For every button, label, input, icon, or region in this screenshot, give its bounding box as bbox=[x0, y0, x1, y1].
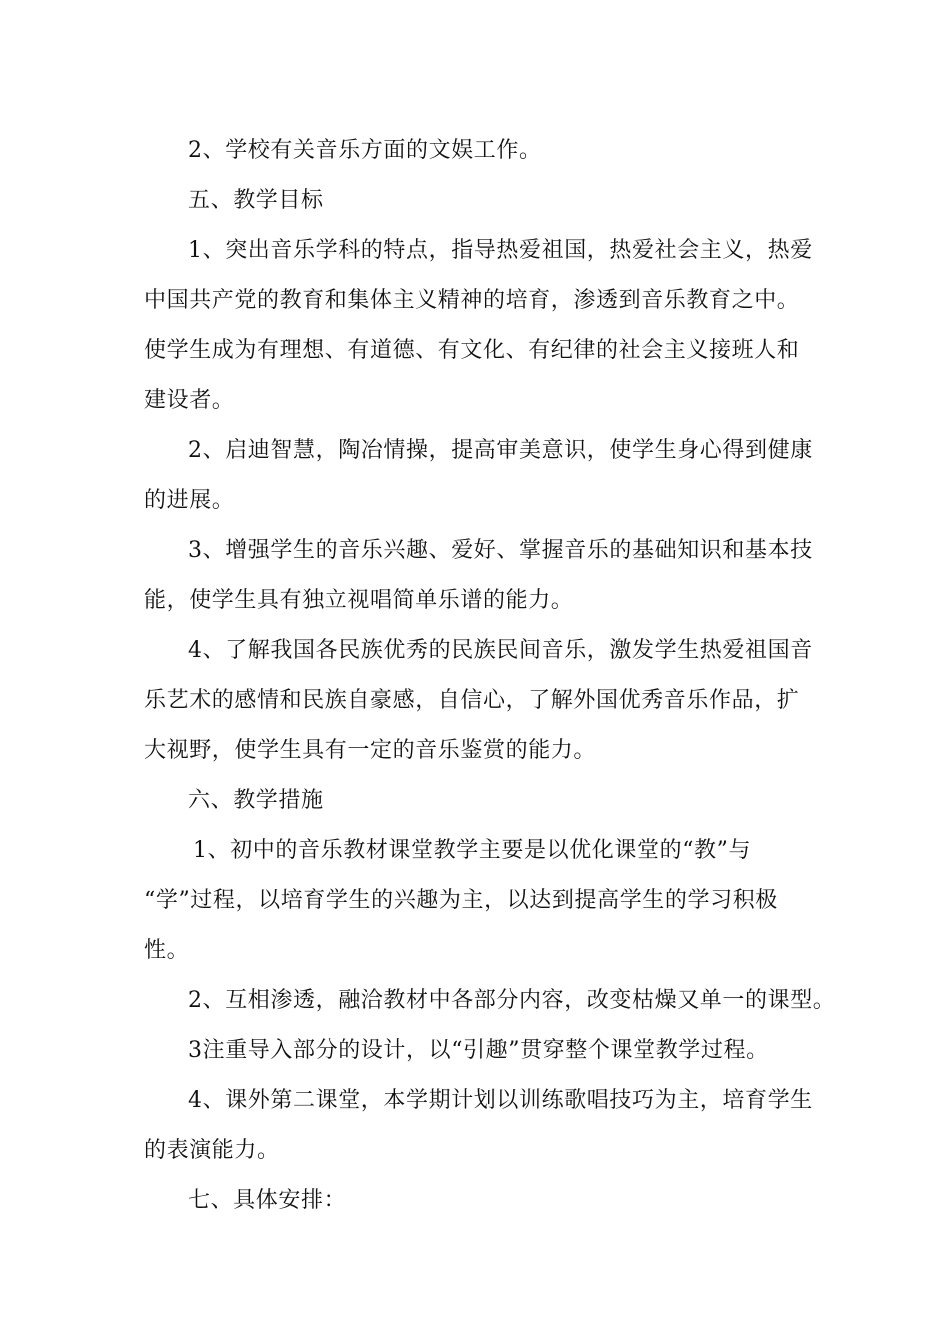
text-line: 性。 bbox=[144, 938, 190, 963]
text-line: 中国共产党的教育和集体主义精神的培育，渗透到音乐教育之中。 bbox=[144, 288, 800, 313]
text-line: “学”过程，以培育学生的兴趣为主，以达到提高学生的学习积极 bbox=[144, 888, 778, 913]
text-line: 1、初中的音乐教材课堂教学主要是以优化课堂的“教”与 bbox=[193, 838, 752, 863]
text-line: 大视野，使学生具有一定的音乐鉴赏的能力。 bbox=[144, 738, 597, 763]
text-line: 3、增强学生的音乐兴趣、爱好、掌握音乐的基础知识和基本技 bbox=[188, 538, 813, 563]
text-line: 的表演能力。 bbox=[144, 1138, 280, 1163]
section-heading: 五、教学目标 bbox=[188, 188, 324, 213]
text-line: 能，使学生具有独立视唱简单乐谱的能力。 bbox=[144, 588, 574, 613]
text-line: 2、互相渗透，融洽教材中各部分内容，改变枯燥又单一的课型。 bbox=[188, 988, 836, 1013]
section-heading: 七、具体安排： bbox=[188, 1188, 347, 1213]
text-line: 4、了解我国各民族优秀的民族民间音乐，激发学生热爱祖国音 bbox=[188, 638, 813, 663]
section-heading: 六、教学措施 bbox=[188, 788, 324, 813]
text-line: 建设者。 bbox=[144, 388, 235, 413]
text-line: 2、学校有关音乐方面的文娱工作。 bbox=[188, 138, 542, 163]
text-line: 2、启迪智慧，陶冶情操，提高审美意识，使学生身心得到健康 bbox=[188, 438, 813, 463]
text-line: 4、课外第二课堂，本学期计划以训练歌唱技巧为主，培育学生 bbox=[188, 1088, 813, 1113]
text-line: 的进展。 bbox=[144, 488, 235, 513]
text-line: 乐艺术的感情和民族自豪感，自信心，了解外国优秀音乐作品，扩 bbox=[144, 688, 800, 713]
text-line: 1、突出音乐学科的特点，指导热爱祖国，热爱社会主义，热爱 bbox=[188, 238, 813, 263]
text-line: 3注重导入部分的设计，以“引趣”贯穿整个课堂教学过程。 bbox=[188, 1038, 769, 1063]
text-line: 使学生成为有理想、有道德、有文化、有纪律的社会主义接班人和 bbox=[144, 338, 800, 363]
